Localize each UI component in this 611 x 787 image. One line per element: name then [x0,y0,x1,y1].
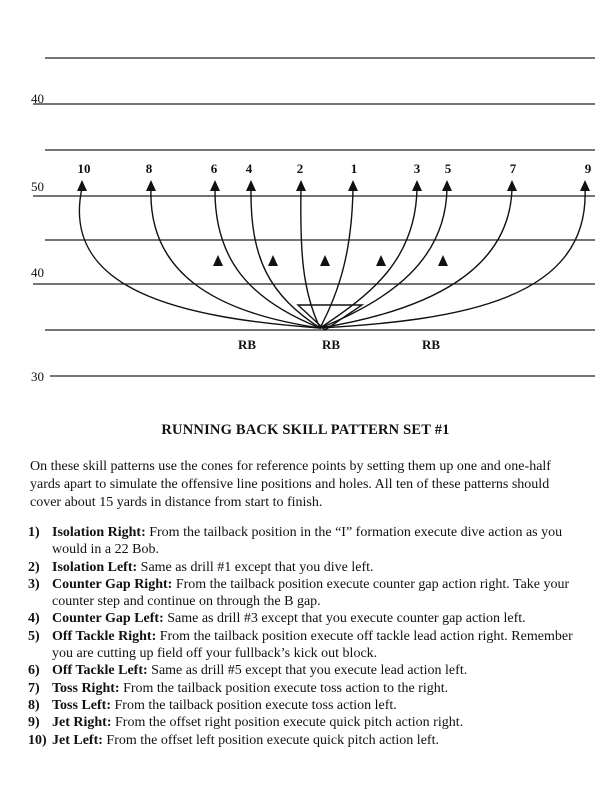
arrowhead [442,180,452,191]
arrowhead [77,180,87,191]
route-path [251,188,320,328]
rb-label: RB [421,337,441,352]
arrowhead [210,180,220,191]
route-path [301,188,320,328]
drill-number: 4) [28,611,40,627]
route-paths [79,188,585,330]
drill-item [28,697,588,714]
hole-number: 9 [584,161,592,176]
hole-number: 7 [509,161,517,176]
drill-name: Toss Right: [52,680,120,696]
arrowhead [412,180,422,191]
drill-number: 2) [28,559,40,575]
drill-number: 9) [28,715,40,731]
yard-number: 40 [31,265,44,280]
intro-paragraph: On these skill patterns use the cones for reference points by setting them up one and one-half yards apart to simulate the offensive line positions and holes. All ten of these patterns should cover about 15 yards in distance from start to finish. [30,459,551,510]
drill-text: From the offset right position execute quick pitch action right. [115,715,464,731]
drill-name: Jet Left: [52,732,103,748]
cone-triangle [213,255,223,266]
drill-item [28,576,588,611]
page-title: RUNNING BACK SKILL PATTERN SET #1 [161,422,450,438]
rb-label: RB [321,337,341,352]
arrowhead [246,180,256,191]
hole-number: 8 [145,161,153,176]
drill-item [28,628,588,663]
yard-number: 40 [31,91,44,106]
drill-number: 6) [28,663,40,679]
hole-number: 6 [210,161,218,176]
route-path [320,188,512,328]
route-path [320,188,417,328]
route-path [79,188,320,328]
drill-text: From the tailback position execute toss action left. [114,697,397,713]
arrowhead [580,180,590,191]
hole-number: 5 [444,161,452,176]
drill-list [28,524,588,749]
cone-triangle [268,255,278,266]
drill-number: 3) [28,576,40,592]
arrowhead [146,180,156,191]
drill-text: From the offset left position execute quick pitch action left. [106,732,439,748]
arrowhead [296,180,306,191]
hole-number: 10 [77,161,91,176]
cone-triangle [320,255,330,266]
drill-text: From the tailback position execute off tackle lead action right. Remember you are cutting up field off your fullback’s kick out block. [52,628,573,662]
route-path [215,188,320,328]
drill-text: From the tailback position execute toss action to the right. [123,680,449,696]
hole-number: 2 [296,161,304,176]
drill-item [28,680,588,697]
cone-triangle [438,255,448,266]
route-path [151,188,320,328]
route-path [320,188,447,328]
yard-number: 50 [31,179,44,194]
arrowhead [348,180,358,191]
drill-name: Isolation Left: [52,559,138,575]
drill-name: Toss Left: [52,697,111,713]
drill-name: Off Tackle Left: [52,663,148,679]
drill-text: From the tailback position execute counter gap action right. Take your counter step and continue on through the B gap. [52,576,570,610]
cones [213,255,448,266]
drill-item [28,559,588,576]
drill-item [28,714,588,731]
arrowheads [77,180,590,191]
drill-number: 1) [28,525,40,540]
drill-item [28,662,588,679]
field-lines [33,58,595,376]
drill-name: Counter Gap Right: [52,576,173,592]
drill-name: Jet Right: [52,715,112,731]
drill-name: Counter Gap Left: [52,611,164,627]
arrowhead [507,180,517,191]
drill-item [28,610,588,627]
drill-item [28,732,588,749]
drill-text: Same as drill #5 except that you execute lead action left. [151,663,468,679]
drill-number: 8) [28,697,40,713]
drill-name: Off Tackle Right: [52,628,157,644]
cone-triangle [376,255,386,266]
hole-number: 3 [413,161,421,176]
drill-text: From the tailback position in the “I” formation execute dive action as you would in a 22 Bob. [52,525,563,558]
drill-text: Same as drill #1 except that you dive left. [140,559,374,575]
hole-number: 4 [245,161,253,176]
rb-label: RB [237,337,257,352]
drill-number: 7) [28,680,40,696]
drill-text: Same as drill #3 except that you execute counter gap action left. [167,611,526,627]
drill-number: 5) [28,628,40,644]
yard-number: 30 [31,369,44,384]
drill-number: 10) [28,732,47,748]
hole-number: 1 [350,161,358,176]
drill-item [28,524,588,559]
drill-name: Isolation Right: [52,525,146,540]
